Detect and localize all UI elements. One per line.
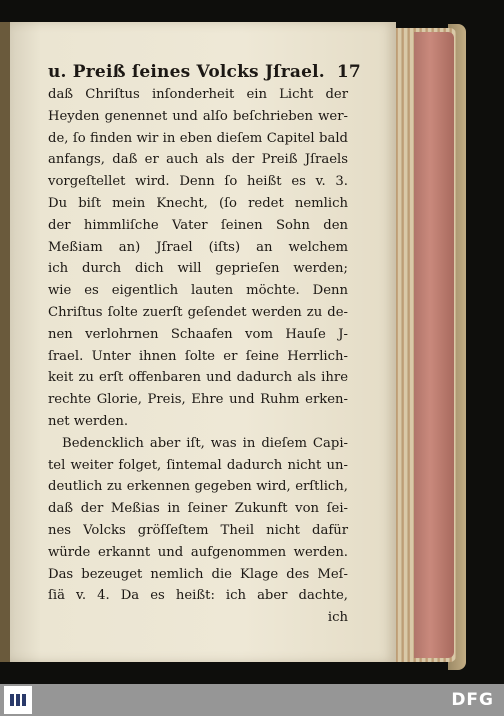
text-line: der himmliſche Vater ſeinen Sohn den [48,217,348,233]
text-line: vorgeſtellet wird. Denn ſo heißt es v. 3. [48,174,348,190]
text-line: Bedencklich aber iſt, was in dieſem Capi- [62,435,348,451]
text-line: deutlich zu erkennen gegeben wird, erſtlich, [48,479,348,495]
text-line: nen verlohrnen Schaafen vom Hauſe J- [48,326,348,342]
text-line: wie es eigentlich lauten möchte. Denn [48,283,348,299]
text-line: Meßiam an) Jſrael (iſts) an welchem [48,239,348,255]
text-line: tel weiter folget, ſintemal dadurch nicht un- [48,457,348,473]
page-text [48,62,361,629]
text-line: ſrael. Unter ihnen ſolte er ſeine Herrlich- [48,348,348,364]
dfg-logo: DFG [451,690,494,710]
text-line: würde erkannt und aufgenommen werden. [48,544,348,560]
footer-bar [0,684,504,716]
text-line: net werden. [48,413,129,429]
header-title: u. Preiß ſeines Volcks Jſrael. [48,62,325,82]
text-line: Das bezeuget nemlich die Klage des Meſ- [48,566,348,582]
slub-logo [4,686,32,714]
red-page-edge [414,32,454,658]
text-line: ich durch dich will geprieſen werden; [48,261,348,277]
text-line: Heyden genennet und alſo beſchrieben wer- [48,108,348,124]
running-header [48,62,361,82]
text-line: rechte Glorie, Preis, Ehre und Ruhm erken- [48,392,348,408]
text-line: daß der Meßias in ſeiner Zukunft von ſei- [48,501,348,517]
text-line: Du biſt mein Knecht, (ſo redet nemlich [48,195,348,211]
text-line: daß Chriſtus inſonderheit ein Licht der [48,87,348,102]
text-line: de, ſo finden wir in eben dieſem Capitel bald [48,130,348,146]
page-number: 17 [336,62,361,82]
text-line: Chriſtus ſolte zuerſt geſendet werden zu de- [48,304,348,320]
book-page [10,22,396,662]
text-line: ſiä v. 4. Da es heißt: ich aber dachte, [48,588,348,604]
text-line: nes Volcks gröſſeſtem Theil nicht dafür [48,522,348,538]
text-line: keit zu erſt offenbaren und dadurch als ihre [48,370,348,386]
text-line: anfangs, daß er auch als der Preiß Jſraels [48,152,348,168]
catchword: ich [327,610,348,626]
library-logo-icon [8,692,28,708]
